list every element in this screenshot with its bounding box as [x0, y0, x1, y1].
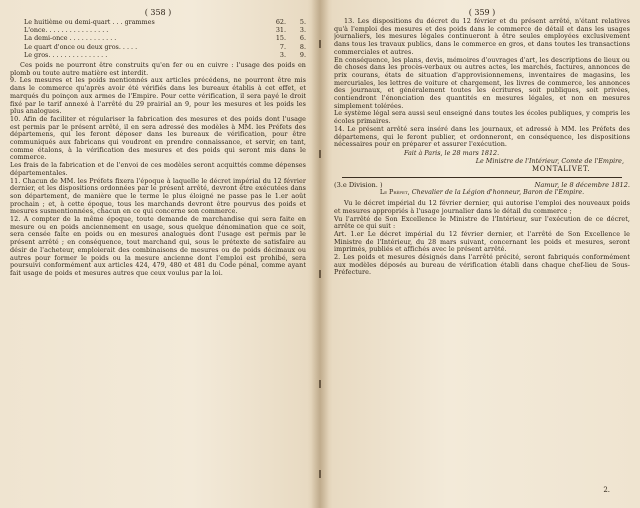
signature-title: Le Ministre de l'Intérieur, Comte de l'Empire,: [475, 156, 624, 165]
right-page: [334, 8, 630, 502]
row-label: Le gros. . . . . . . . . . . . . . .: [24, 50, 108, 59]
prefect-title: Chevalier de la Légion d'honneur, Baron de l'Empire.: [411, 188, 585, 197]
row-value: 5.: [299, 18, 306, 26]
paragraph: 10. Afin de faciliter et régulariser la fabrication des mesures et des poids dont l'usage est permis par le présent arrêté, il en sera adressé des modèles à MM. les Préfets des départemens, qui les feront déposer dans les bureaux de vérification, pour être communiqués aux fabricans qui voudront en prendre connaissance, et servir, en tant, comme étalons, à la vérification des mesures et des poids qui seront mis dans le commerce.: [10, 114, 306, 162]
paragraph: Le système légal sera aussi seul enseigné dans toutes les écoles publiques, y compris les écoles primaires.: [334, 109, 630, 126]
binding-stitch: [319, 40, 321, 48]
binding-stitch: [319, 270, 321, 278]
binding-stitch: [319, 380, 321, 388]
row-label: La demi-once . . . . . . . . . . . .: [24, 34, 117, 43]
table-row: [10, 43, 306, 51]
place-date: Fait à Paris, le 28 mars 1812.: [404, 148, 500, 157]
row-value: 6.: [299, 34, 306, 43]
binding-stitch: [319, 150, 321, 158]
book-gutter: [311, 0, 329, 508]
paragraph: 13. Les dispositions du décret du 12 février et du présent arrêté, n'étant relatives qu'à l'emploi des mesures et des poids dans le commerce de détail et dans les usages journaliers, les mesures légales continueront à être seules employées exclusivement dans tous les travaux publics, dans le commerce en gros, et dans toutes les transactions commerciales et autres.: [334, 17, 630, 56]
table-row: [10, 51, 306, 59]
paragraph: 11. Chacun de MM. les Préfets fixera l'époque à laquelle le décret impérial du 12 février dernier, et les dispositions ordonnées par le présent arrêté, devront être exécutées dans son département, de manière que le terme le plus éloigné ne passe pas le 1.er août prochain ; et, à cette époque, tous les marchands devront être pourvus des poids et mesures susmentionnées, chacun en ce qui concerne son commerce.: [10, 176, 306, 216]
table-row: [10, 34, 306, 42]
divider: [342, 177, 622, 178]
left-page: [10, 8, 306, 502]
signature-name: MONTALIVET.: [532, 165, 590, 174]
division-label: (3.e Division. ): [334, 181, 383, 190]
prefect-label: Le Préfet,: [379, 188, 410, 197]
paragraph: Art. 1.er Le décret impérial du 12 février dernier, et l'arrêté de Son Excellence le Ministre de l'Intérieur, du 28 mars suivant, concernant les poids et mesures, seront imprimés, publiés et affichés avec le présent arrêté.: [334, 229, 630, 254]
row-value: 7.: [279, 42, 286, 51]
paragraph: Ces poids ne pourront être construits qu'en fer ou en cuivre : l'usage des poids en plomb ou toute autre matière est interdit.: [10, 61, 306, 77]
binding-stitch: [319, 470, 321, 478]
row-value: 8.: [299, 42, 306, 51]
page-number: ( 358 ): [144, 8, 172, 17]
paragraph: 2. Les poids et mesures désignés dans l'arrêté précité, seront fabriqués conformément aux modèles déposés au bureau de vérification établi dans chaque chef-lieu de Sous-Préfecture.: [334, 253, 630, 277]
paragraph: Les frais de la fabrication et de l'envoi de ces modèles seront acquittés comme dépenses départementales.: [10, 161, 306, 177]
paragraph: En conséquence, les plans, devis, mémoires d'ouvrages d'art, les descriptions de lieux ou de choses dans les procès-verbaux ou autres actes, les marchés, factures, annonces de prix courans, états de situation d'approvisionnemens, inventaires de magasins, les mercuriales, les lettres de voiture et chargement, les livres de commerce, les annonces des journaux, et généralement toutes les écritures, soit publiques, soit privées, contiendront l'énonciation des quantités en mesures légales, et non en mesures simplement tolérées.: [334, 55, 630, 110]
table-row: [10, 26, 306, 34]
paragraph: 14. Le présent arrêté sera inséré dans les journaux, et adressé à MM. les Préfets des départemens, qui le feront publier, et ordonneront, en conséquence, les dispositions nécessaires pour en préparer et assurer l'exécution.: [334, 124, 630, 149]
weights-table: [10, 18, 306, 59]
row-label: Le quart d'once ou deux gros. . . . .: [24, 42, 138, 51]
signature-mark: 2.: [603, 486, 610, 494]
row-label: L'once. . . . . . . . . . . . . . . .: [24, 26, 109, 35]
row-value: 9.: [299, 50, 306, 59]
row-value: 3.: [299, 26, 306, 35]
date-line: Namur, le 8 décembre 1812.: [534, 181, 630, 190]
row-value: 3.: [279, 50, 286, 59]
row-value: 15.: [275, 34, 286, 43]
paragraph: 12. A compter de la même époque, toute demande de marchandise qui sera faite en mesure ou en poids anciennement en usage, sous quelque dénomination que ce soit, sera censée faite en poids ou en mesures analogues dont l'usage est permis par le présent arrêté ; en conséquence, tout marchand qui, sous le prétexte de satisfaire au désir de l'acheteur, emploierait des combinaisons de mesures ou de poids décimaux ou autres pour former le poids ou la mesure ancienne dont l'emploi est prohibé, sera poursuivi conformément aux articles 424, 479, 480 et 481 du Code pénal, comme ayant fait usage de poids et mesures autres que ceux voulus par la loi.: [10, 215, 306, 277]
page-number: ( 359 ): [468, 8, 496, 17]
prefect-heading: [334, 189, 630, 197]
table-row: [10, 18, 306, 26]
row-value: 62.: [275, 18, 286, 26]
row-value: 31.: [275, 26, 286, 35]
paragraph: Vu l'arrêté de Son Excellence le Ministre de l'Intérieur, sur l'exécution de ce décret, arrête ce qui suit :: [334, 214, 630, 231]
row-label: Le huitième ou demi-quart . . . grammes: [24, 18, 155, 26]
paragraph: Vu le décret impérial du 12 février dernier, qui autorise l'emploi des nouveaux poids et mesures appropriés à l'usage journalier dans le détail du commerce ;: [334, 199, 630, 215]
paragraph: 9. Les mesures et les poids mentionnés aux articles précédens, ne pourront être mis dans le commerce qu'après avoir été vérifiés dans les bureaux établis à cet effet, et marqués du poinçon aux armes de l'Empire. Pour cette vérification, il sera payé le droit fixé par le tarif annexé à l'arrêté du 29 prairial an 9, pour les mesures et les poids les plus analogues.: [10, 76, 306, 116]
